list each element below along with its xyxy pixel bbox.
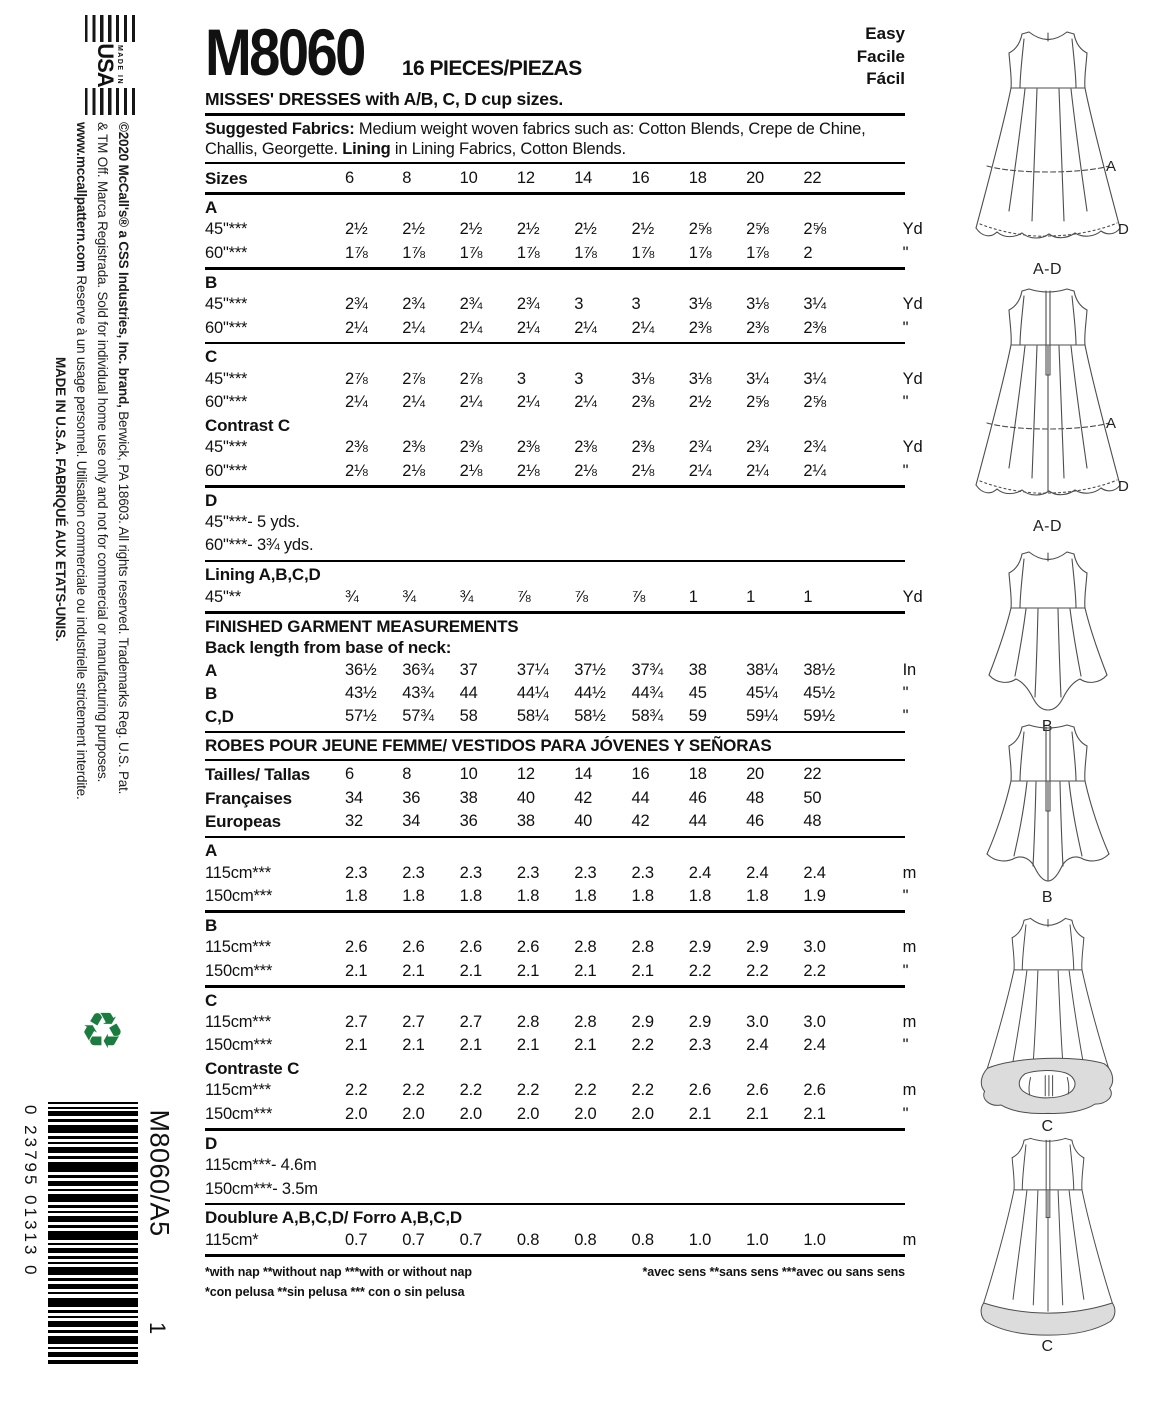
made-in-usa-logo: [85, 15, 135, 115]
table-row: A: [205, 197, 218, 217]
illustration-caption: B: [1041, 718, 1054, 735]
table-rule: [205, 342, 905, 345]
main-content: [205, 15, 923, 1302]
difficulty-en: Easy: [865, 24, 905, 43]
trademark-line: & TM Off. Marca Registrada. Sold for individual home use only and not for commercial or manufacturing purposes.: [95, 122, 110, 783]
table-row: Contraste C: [205, 1058, 300, 1078]
view-d-label: D: [1118, 221, 1129, 238]
yardage-table: [205, 167, 923, 1257]
table-row: 60"*** 1⅞ 1⅞ 1⅞ 1⅞ 1⅞ 1⅞ 1⅞ 1⅞ 2 ": [205, 243, 909, 262]
illustration-view-ad-front: [945, 25, 1150, 279]
website-line: www.mccallpattern.com Reserve à un usage personnel. Utilisation commerciale ou industrielle strictement interdite.: [74, 122, 89, 800]
table-row: 115cm***- 4.6m: [205, 1156, 317, 1175]
table-row: FINISHED GARMENT MEASUREMENTS: [205, 616, 519, 636]
table-row: 45"** ¾ ¾ ¾ ⅞ ⅞ ⅞ 1 1 1 Yd: [205, 587, 923, 606]
table-row: 150cm*** 2.1 2.1 2.1 2.1 2.1 2.2 2.3 2.4 2.4 ": [205, 1036, 909, 1055]
table-row: Tailles/ Tallas 6 8 10 12 14 16 18 20 22: [205, 765, 822, 785]
table-row: 115cm*** 2.6 2.6 2.6 2.6 2.8 2.8 2.9 2.9 3.0 m: [205, 938, 917, 957]
table-row: 45"*** 2¾ 2¾ 2¾ 2¾ 3 3 3⅛ 3⅛ 3¼ Yd: [205, 295, 923, 314]
barcode: [48, 1102, 138, 1365]
suggested-fabrics: Suggested Fabrics: Medium weight woven fabrics such as: Cotton Blends, Crepe de Chine, Challis, Georgette. Lining in Lining Fabrics, Cotton Blends.: [205, 119, 866, 158]
illustration-caption: A-D: [1032, 518, 1063, 535]
table-row: Contrast C: [205, 415, 290, 435]
table-row: 60"*** 2⅛ 2⅛ 2⅛ 2⅛ 2⅛ 2⅛ 2¼ 2¼ 2¼ ": [205, 461, 909, 480]
plate-number: 1: [145, 1322, 170, 1335]
table-rule: [205, 731, 905, 734]
dress-line-art: [963, 718, 1133, 888]
table-row: 45"*** 2⅜ 2⅜ 2⅜ 2⅜ 2⅜ 2⅜ 2¾ 2¾ 2¾ Yd: [205, 438, 923, 457]
table-row: Europeas 32 34 36 38 40 42 44 46 48: [205, 812, 822, 832]
illustration-caption: C: [1041, 1338, 1054, 1355]
table-row: Lining A,B,C,D: [205, 565, 321, 585]
view-a-label: A: [1106, 158, 1117, 175]
table-row: Françaises 34 36 38 40 42 44 46 48 50: [205, 788, 822, 808]
table-row: D: [205, 1133, 218, 1153]
copyright-line: ©2020 McCall's® a CSS Industries, Inc. brand, Berwick, PA 18603. All rights reserved. Trademarks Reg. U.S. Pat.: [116, 122, 131, 795]
divider: [205, 113, 905, 116]
footnotes: [205, 1262, 905, 1302]
difficulty-fr: Facile: [856, 46, 905, 66]
table-row: 150cm*** 2.0 2.0 2.0 2.0 2.0 2.0 2.1 2.1 2.1 ": [205, 1104, 909, 1123]
table-row: C: [205, 347, 218, 367]
table-rule: [205, 1128, 905, 1131]
table-rule: [205, 1203, 905, 1206]
table-row: Sizes 6 8 10 12 14 16 18 20 22: [205, 169, 822, 188]
illustration-view-ad-back: [945, 282, 1150, 536]
table-row: 60"***- 3¾ yds.: [205, 536, 314, 555]
table-rule: [205, 910, 905, 913]
table-rule: [205, 1254, 905, 1257]
page-title: MISSES' DRESSES with A/B, C, D cup sizes.: [205, 89, 564, 109]
table-row: Back length from base of neck:: [205, 638, 452, 658]
table-row: 60"*** 2¼ 2¼ 2¼ 2¼ 2¼ 2¼ 2⅜ 2⅜ 2⅜ ": [205, 318, 909, 337]
table-rule: [205, 985, 905, 988]
table-row: 45"***- 5 yds.: [205, 513, 300, 532]
dress-line-art: [963, 912, 1133, 1117]
table-row: 45"*** 2⅞ 2⅞ 2⅞ 3 3 3⅛ 3⅛ 3¼ 3¼ Yd: [205, 369, 923, 388]
illustration-view-c-front: [945, 912, 1150, 1136]
table-row: A 36½ 36¾ 37 37¼ 37½ 37¾ 38 38¼ 38½ In: [205, 660, 917, 680]
table-rule: [205, 759, 905, 762]
table-row: ROBES POUR JEUNE FEMME/ VESTIDOS PARA JÓVENES Y SEÑORAS: [205, 736, 772, 756]
table-row: 115cm*** 2.3 2.3 2.3 2.3 2.3 2.3 2.4 2.4 2.4 m: [205, 863, 917, 882]
illustration-caption: A-D: [1032, 261, 1063, 278]
table-row: A: [205, 841, 218, 861]
table-row: 150cm*** 1.8 1.8 1.8 1.8 1.8 1.8 1.8 1.8 1.9 ": [205, 886, 909, 905]
difficulty-es: Fácil: [866, 69, 905, 88]
table-rule: [205, 192, 905, 195]
table-row: Doublure A,B,C,D/ Forro A,B,C,D: [205, 1208, 462, 1228]
table-row: C: [205, 990, 218, 1010]
table-row: 60"*** 2¼ 2¼ 2¼ 2¼ 2¼ 2⅜ 2½ 2⅝ 2⅝ ": [205, 393, 909, 412]
pattern-number: M8060: [205, 15, 364, 89]
table-row: B: [205, 915, 218, 935]
table-row: C,D 57½ 57¾ 58 58¼ 58½ 58¾ 59 59¼ 59½ ": [205, 707, 909, 727]
table-row: 115cm*** 2.2 2.2 2.2 2.2 2.2 2.2 2.6 2.6 2.6 m: [205, 1081, 917, 1100]
pieces-count: 16 PIECES/PIEZAS: [401, 57, 582, 80]
flag-stripes-icon: [85, 15, 135, 42]
footnote-fr: *avec sens **sans sens ***avec ou sans sens: [642, 1264, 905, 1279]
illustration-caption: B: [1041, 889, 1054, 906]
table-rule: [205, 836, 905, 839]
dress-line-art: [963, 1132, 1133, 1337]
table-rule: [205, 560, 905, 563]
table-row: B: [205, 272, 218, 292]
table-rule: [205, 485, 905, 488]
view-d-label: D: [1118, 478, 1129, 495]
made-in-label: MADE IN: [116, 44, 124, 86]
recycle-icon: ♻: [80, 1003, 125, 1059]
table-row: B 43½ 43¾ 44 44¼ 44½ 44¾ 45 45¼ 45½ ": [205, 684, 909, 704]
table-row: D: [205, 490, 218, 510]
usa-label: USA: [93, 43, 119, 87]
dress-line-art: [963, 545, 1133, 717]
illustration-view-c-back: [945, 1132, 1150, 1356]
product-code: M8060/A5: [144, 1109, 175, 1237]
table-rule: [205, 611, 905, 614]
footnote-en: *with nap **without nap ***with or without nap: [205, 1264, 472, 1279]
table-row: 150cm***- 3.5m: [205, 1179, 318, 1198]
illustration-caption: C: [1041, 1118, 1054, 1135]
table-row: 45"*** 2½ 2½ 2½ 2½ 2½ 2½ 2⅝ 2⅝ 2⅝ Yd: [205, 220, 923, 239]
legal-text-vertical: [50, 122, 134, 1132]
table-row: 115cm* 0.7 0.7 0.7 0.8 0.8 0.8 1.0 1.0 1.0 m: [205, 1230, 917, 1249]
footnote-es: *con pelusa **sin pelusa *** con o sin pelusa: [205, 1284, 465, 1299]
view-a-label: A: [1106, 415, 1117, 432]
dress-line-art: [963, 25, 1133, 260]
barcode-digits: 0 23795 01313 0: [21, 1105, 40, 1278]
table-row: 115cm*** 2.7 2.7 2.7 2.8 2.8 2.9 2.9 3.0 3.0 m: [205, 1013, 917, 1032]
made-in-usa-line: MADE IN U.S.A. FABRIQUÉ AUX ETATS-UNIS.: [53, 357, 68, 642]
flag-stripes-icon: [85, 88, 135, 115]
dress-line-art: [963, 282, 1133, 517]
illustration-view-b-back: [945, 718, 1150, 907]
table-row: 150cm*** 2.1 2.1 2.1 2.1 2.1 2.1 2.2 2.2 2.2 ": [205, 961, 909, 980]
illustration-view-b-front: [945, 545, 1150, 736]
difficulty-labels: [857, 23, 905, 91]
table-rule: [205, 267, 905, 270]
divider: [205, 162, 905, 165]
